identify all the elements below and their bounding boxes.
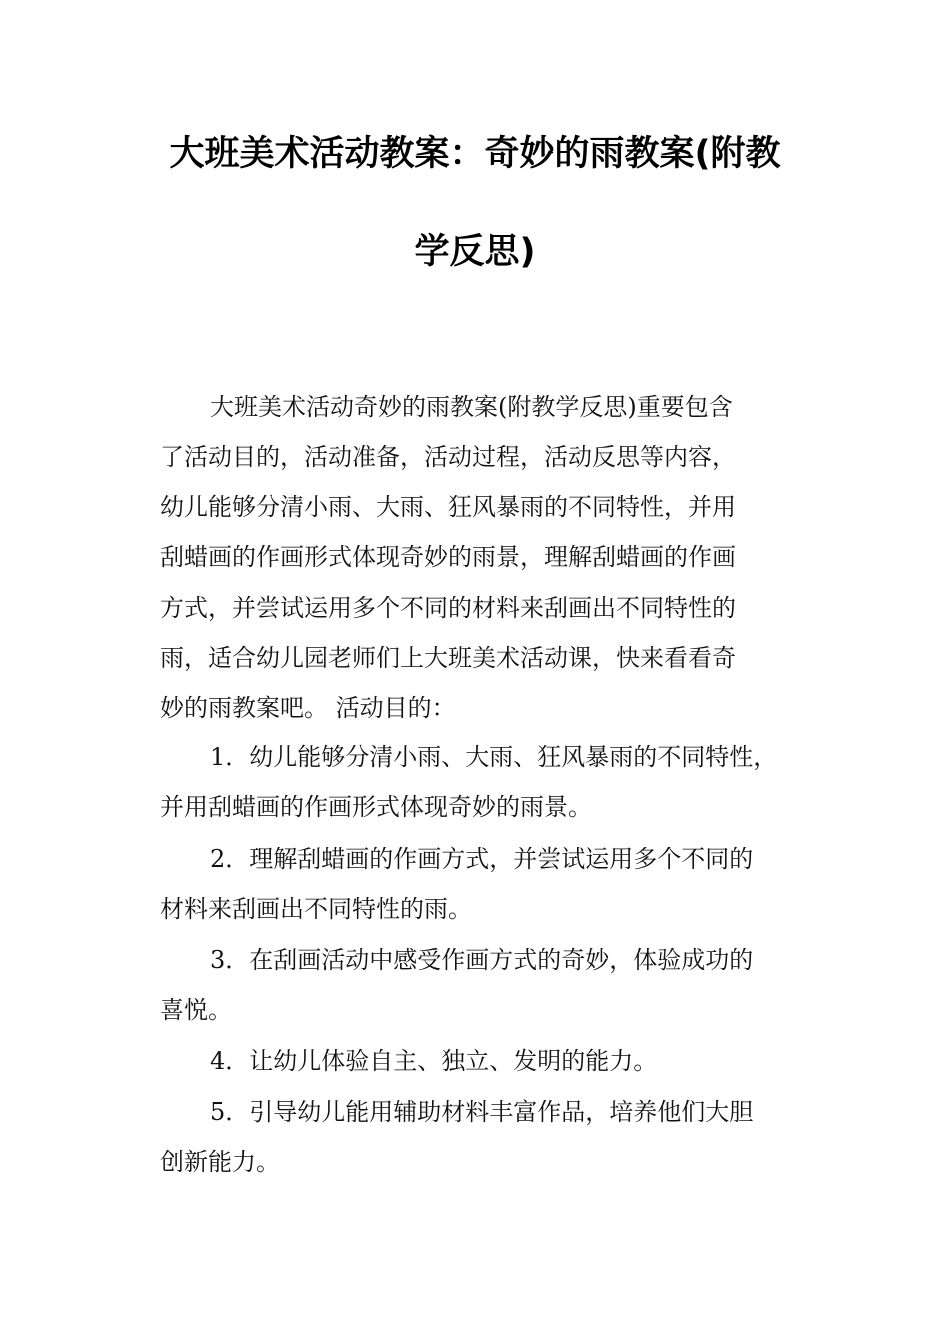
intro-line: 幼儿能够分清小雨、大雨、狂风暴雨的不同特性，并用 <box>160 493 736 521</box>
goal-item-3-continued: 喜悦。 <box>160 996 232 1024</box>
goal-item-1-continued: 并用刮蜡画的作画形式体现奇妙的雨景。 <box>160 793 592 821</box>
goal-item-5: 5．引导幼儿能用辅助材料丰富作品，培养他们大胆 <box>210 1098 754 1126</box>
goal-item-1: 1．幼儿能够分清小雨、大雨、狂风暴雨的不同特性， <box>210 743 778 771</box>
intro-line: 大班美术活动奇妙的雨教案(附教学反思)重要包含 <box>210 393 733 421</box>
goal-item-5-continued: 创新能力。 <box>160 1148 280 1176</box>
intro-line: 雨，适合幼儿园老师们上大班美术活动课，快来看看奇 <box>160 644 736 672</box>
goal-item-2-continued: 材料来刮画出不同特性的雨。 <box>160 895 472 923</box>
intro-line: 了活动目的，活动准备，活动过程，活动反思等内容， <box>160 443 736 471</box>
goal-item-4: 4．让幼儿体验自主、独立、发明的能力。 <box>210 1047 658 1075</box>
document-title-line-2: 学反思) <box>414 232 536 272</box>
intro-line: 方式，并尝试运用多个不同的材料来刮画出不同特性的 <box>160 594 736 622</box>
goal-item-3: 3．在刮画活动中感受作画方式的奇妙，体验成功的 <box>210 946 754 974</box>
intro-line: 刮蜡画的作画形式体现奇妙的雨景，理解刮蜡画的作画 <box>160 543 736 571</box>
document-title-line-1: 大班美术活动教案：奇妙的雨教案(附教 <box>169 134 781 174</box>
goal-item-2: 2．理解刮蜡画的作画方式，并尝试运用多个不同的 <box>210 845 754 873</box>
intro-line: 妙的雨教案吧。 活动目的： <box>160 694 456 722</box>
